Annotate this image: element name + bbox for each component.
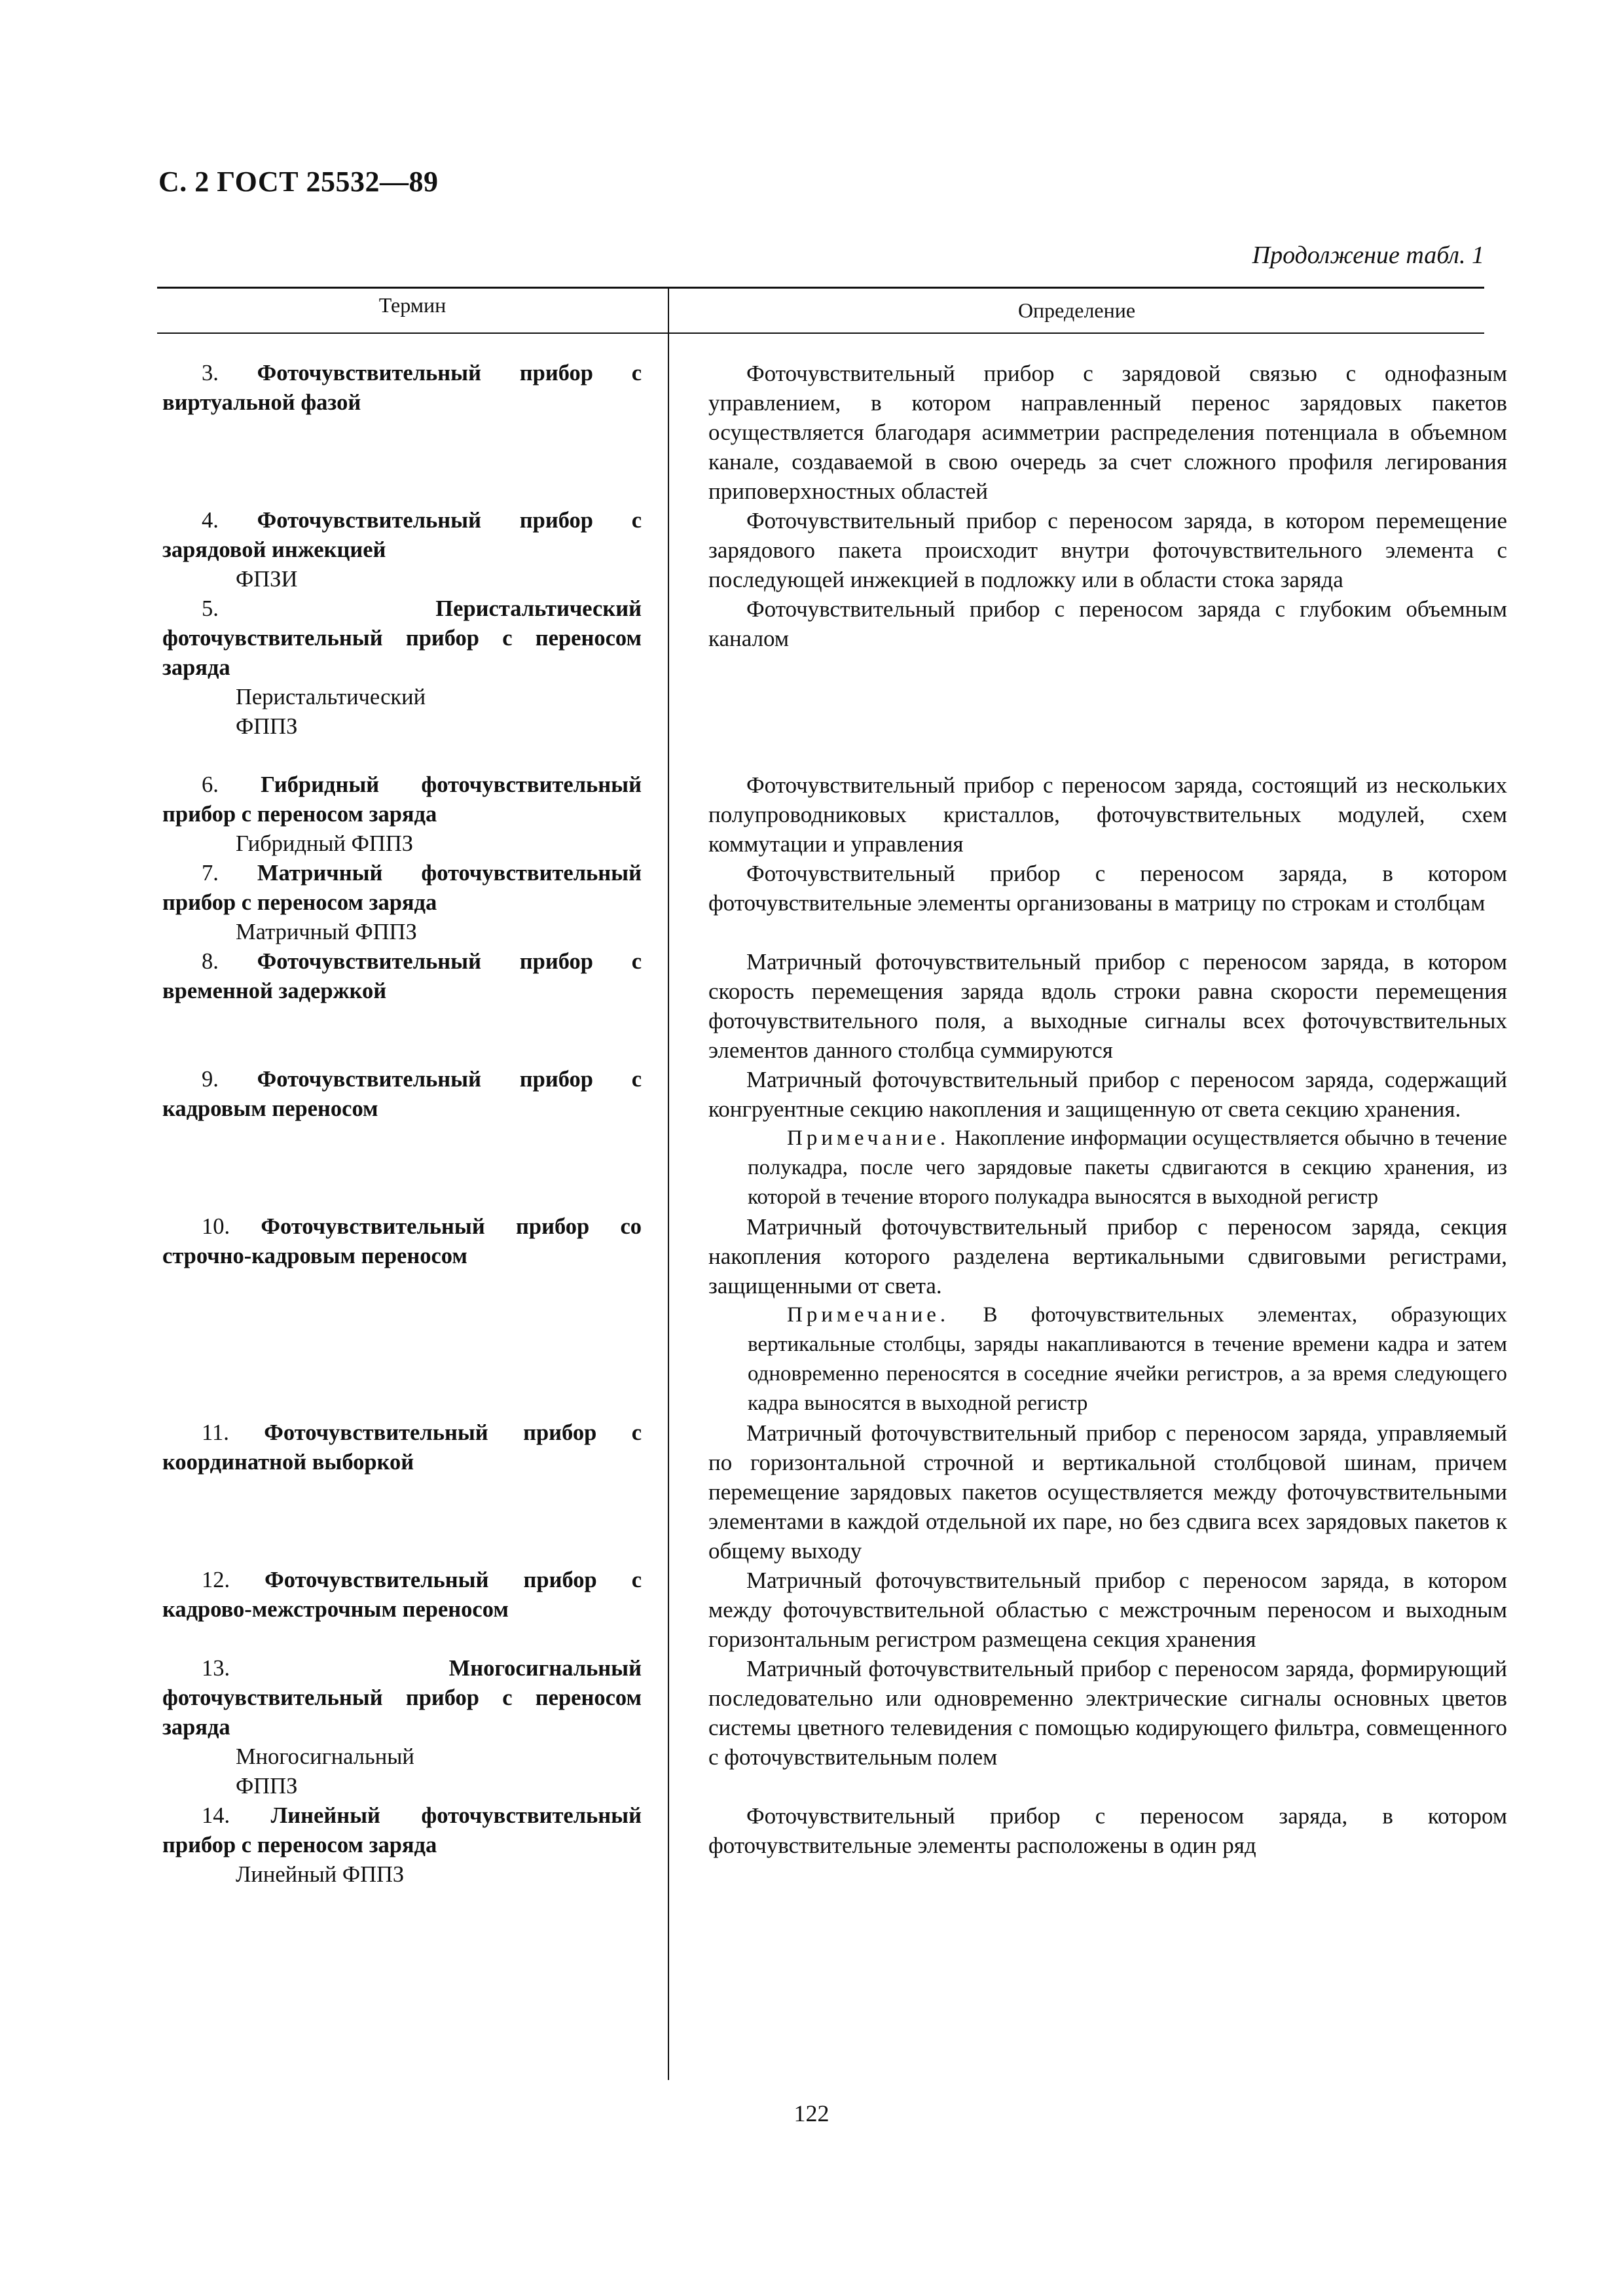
- term-title: Перистальтический фоточувствительный прибор с переносом заряда: [162, 596, 642, 680]
- term-title: Фоточувствительный прибор с зарядовой инжекцией: [162, 508, 642, 562]
- definition-text: Фоточувствительный прибор с переносом заряда, в котором фоточувствительные элементы организованы в матрицу по строкам и столбцам: [708, 861, 1507, 916]
- note-label: Примечание.: [787, 1126, 950, 1150]
- term-number: 14.: [202, 1803, 230, 1828]
- terms-table-body: [0, 359, 1623, 1890]
- table-row: [0, 1212, 1623, 1418]
- term-cell: [162, 947, 668, 1065]
- definition-cell: [708, 1065, 1507, 1212]
- definition-text: Матричный фоточувствительный прибор с переносом заряда, в котором между фоточувствительной областью с межстрочным переносом и выходным горизонтальным регистром размещена секция хранения: [708, 1568, 1507, 1652]
- term-number: 12.: [202, 1568, 230, 1592]
- term-title: Фоточувствительный прибор с кадрово-межстрочным переносом: [162, 1568, 642, 1622]
- term-abbreviation: ФППЗ: [236, 1774, 298, 1799]
- term-title: Многосигнальный фоточувствительный прибор с переносом заряда: [162, 1656, 642, 1740]
- definition-cell: [708, 1212, 1507, 1418]
- term-abbreviation: Матричный ФППЗ: [236, 920, 417, 944]
- definition-text: Фоточувствительный прибор с переносом заряда, в котором фоточувствительные элементы расположены в один ряд: [708, 1803, 1507, 1858]
- term-cell: [162, 506, 668, 594]
- definition-text: Фоточувствительный прибор с переносом заряда с глубоким объемным каналом: [708, 596, 1507, 651]
- definition-text: Фоточувствительный прибор с переносом заряда, состоящий из нескольких полупроводниковых кристаллов, фоточувствительных модулей, схем коммутации и управления: [708, 772, 1507, 857]
- term-title: Фоточувствительный прибор с временной задержкой: [162, 949, 642, 1003]
- term-abbreviation: ФПЗИ: [236, 567, 298, 592]
- term-cell: [162, 1654, 668, 1801]
- term-number: 6.: [202, 772, 219, 797]
- definition-text: Матричный фоточувствительный прибор с переносом заряда, формирующий последовательно или одновременно электрические сигналы основных цветов системы цветного телевидения с помощью кодирующего фильтра, совмещенного с фоточувствительным полем: [708, 1656, 1507, 1770]
- term-cell: [162, 1065, 668, 1212]
- term-abbreviation: Гибридный ФППЗ: [236, 831, 414, 856]
- table-row: [0, 859, 1623, 947]
- definition-note: [748, 1300, 1507, 1418]
- term-number: 9.: [202, 1067, 219, 1092]
- term-number: 11.: [202, 1420, 229, 1445]
- table-row: [0, 1418, 1623, 1566]
- note-label: Примечание.: [787, 1303, 950, 1327]
- definition-cell: [708, 859, 1507, 947]
- term-title: Матричный фоточувствительный прибор с переносом заряда: [162, 861, 642, 915]
- term-number: 7.: [202, 861, 219, 886]
- term-number: 4.: [202, 508, 219, 533]
- note-text: В фоточувствительных элементах, образующих вертикальные столбцы, заряды накапливаются в течение времени кадра и затем одновременно переносятся в соседние ячейки регистров, а за время следующего кадра выносятся в выходной регистр: [748, 1303, 1507, 1415]
- term-title: Фоточувствительный прибор с кадровым переносом: [162, 1067, 642, 1121]
- column-header-term: Термин: [378, 293, 447, 317]
- table-row: [0, 1065, 1623, 1212]
- term-title: Линейный фоточувствительный прибор с переносом заряда: [162, 1803, 642, 1857]
- definition-text: Матричный фоточувствительный прибор с переносом заряда, управляемый по горизонтальной строчной и вертикальной столбцовой шинам, причем перемещение зарядовых пакетов осуществляется между фоточувствительными элементами в каждой отдельной их паре, но без сдвига всех зарядовых пакетов к общему выходу: [708, 1420, 1507, 1564]
- definition-cell: [708, 1566, 1507, 1654]
- term-title: Фоточувствительный прибор со строчно-кадровым переносом: [162, 1214, 642, 1268]
- term-cell: [162, 1566, 668, 1654]
- definition-cell: [708, 770, 1507, 859]
- term-number: 8.: [202, 949, 219, 974]
- definition-cell: [708, 1418, 1507, 1566]
- table-row: [0, 506, 1623, 594]
- term-number: 13.: [202, 1656, 230, 1681]
- term-title: Гибридный фоточувствительный прибор с переносом заряда: [162, 772, 642, 827]
- term-title: Фоточувствительный прибор с координатной выборкой: [162, 1420, 642, 1475]
- term-cell: [162, 1801, 668, 1890]
- table-top-rule: [157, 287, 1484, 289]
- table-row: [0, 594, 1623, 742]
- definition-text: Матричный фоточувствительный прибор с переносом заряда, содержащий конгруентные секцию накопления и защищенную от света секцию хранения.: [708, 1067, 1507, 1122]
- table-row: [0, 1654, 1623, 1801]
- definition-cell: [708, 1654, 1507, 1801]
- definition-text: Матричный фоточувствительный прибор с переносом заряда, секция накопления которого разделена вертикальными сдвиговыми регистрами, защищенными от света.: [708, 1214, 1507, 1299]
- page-header-title: С. 2 ГОСТ 25532—89: [158, 166, 439, 198]
- table-row: [0, 1801, 1623, 1890]
- definition-cell: [708, 506, 1507, 594]
- table-row: [0, 1566, 1623, 1654]
- column-header-definition: Определение: [1017, 298, 1136, 322]
- term-number: 10.: [202, 1214, 230, 1239]
- term-cell: [162, 1418, 668, 1566]
- page-number: 122: [793, 2100, 830, 2126]
- table-row: [0, 770, 1623, 859]
- term-abbreviation: Линейный ФППЗ: [236, 1862, 405, 1887]
- definition-cell: [708, 594, 1507, 742]
- term-abbreviation: Многосигнальный: [236, 1744, 414, 1769]
- note-text: Накопление информации осуществляется обычно в течение полукадра, после чего зарядовые пакеты сдвигаются в секцию хранения, из которой в течение второго полукадра выносятся в выходной регистр: [748, 1126, 1508, 1209]
- term-title: Фоточувствительный прибор с виртуальной фазой: [162, 361, 642, 415]
- term-abbreviation: ФППЗ: [236, 714, 298, 739]
- term-cell: [162, 859, 668, 947]
- term-abbreviation: Перистальтический: [236, 685, 426, 709]
- term-cell: [162, 1212, 668, 1418]
- term-cell: [162, 594, 668, 742]
- definition-text: Матричный фоточувствительный прибор с переносом заряда, в котором скорость перемещения заряда вдоль строки равна скорости перемещения фоточувствительного поля, а выходные сигналы всех фоточувствительных элементов данного столбца суммируются: [708, 949, 1507, 1063]
- definition-text: Фоточувствительный прибор с зарядовой связью с однофазным управлением, в котором направленный перенос зарядовых пакетов осуществляется благодаря асимметрии распределения потенциала в объемном канале, создаваемой в свою очередь за счет сложного профиля легирования приповерхностных областей: [708, 361, 1507, 504]
- table-row: [0, 947, 1623, 1065]
- term-number: 3.: [202, 361, 219, 386]
- term-cell: [162, 359, 668, 506]
- definition-cell: [708, 947, 1507, 1065]
- definition-text: Фоточувствительный прибор с переносом заряда, в котором перемещение зарядового пакета происходит внутри фоточувствительного элемента с последующей инжекцией в подложку или в области стока заряда: [708, 508, 1507, 592]
- definition-note: [748, 1124, 1507, 1212]
- table-header-rule: [157, 332, 1484, 334]
- table-continuation-label: Продолжение табл. 1: [1252, 242, 1484, 269]
- term-number: 5.: [202, 596, 219, 621]
- definition-cell: [708, 359, 1507, 506]
- definition-cell: [708, 1801, 1507, 1890]
- table-row: [0, 359, 1623, 506]
- term-cell: [162, 770, 668, 859]
